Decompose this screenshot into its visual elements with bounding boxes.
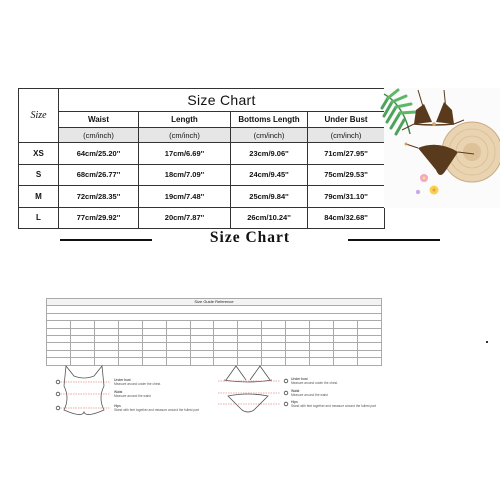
unit-label: (cm/inch) xyxy=(59,128,139,143)
callout-marker xyxy=(284,402,288,406)
unit-label: (cm/inch) xyxy=(231,128,308,143)
reference-cell xyxy=(47,335,71,342)
table-row xyxy=(19,207,385,229)
bikini-top-outline xyxy=(226,366,270,380)
reference-cell xyxy=(166,328,190,335)
reference-cell xyxy=(94,335,118,342)
reference-cell xyxy=(262,335,286,342)
size-chart-heading-text: Size Chart xyxy=(209,229,291,246)
palm-leaf xyxy=(382,90,416,134)
reference-cell xyxy=(118,328,142,335)
reference-cell xyxy=(70,328,94,335)
table-cell: 84cm/32.68'' xyxy=(308,207,385,229)
reference-cell xyxy=(142,343,166,350)
size-label: S xyxy=(19,164,59,186)
callout-title: Hips xyxy=(291,400,298,404)
unit-label: (cm/inch) xyxy=(139,128,231,143)
reference-cell xyxy=(334,328,358,335)
reference-note-line xyxy=(47,306,382,313)
reference-cell xyxy=(190,321,214,328)
reference-cell xyxy=(357,343,381,350)
reference-cell xyxy=(357,350,381,357)
reference-cell xyxy=(357,335,381,342)
unit-label: (cm/inch) xyxy=(308,128,385,143)
table-cell: 25cm/9.84'' xyxy=(231,186,308,208)
callout-text: Measure around under the chest. xyxy=(291,381,338,385)
reference-cell xyxy=(310,335,334,342)
reference-cell xyxy=(142,328,166,335)
callout-text: Measure around the waist xyxy=(291,393,328,397)
column-header-under-bust: Under Bust xyxy=(308,112,385,128)
reference-cell xyxy=(70,335,94,342)
reference-cell xyxy=(142,335,166,342)
callout-marker xyxy=(56,392,60,396)
reference-cell xyxy=(286,328,310,335)
size-chart-heading xyxy=(60,228,440,252)
bikini-bottom-outline xyxy=(228,394,268,412)
column-header-length: Length xyxy=(139,112,231,128)
table-cell: 71cm/27.95'' xyxy=(308,143,385,165)
reference-cell xyxy=(190,335,214,342)
table-cell: 75cm/29.53'' xyxy=(308,164,385,186)
reference-cell xyxy=(94,343,118,350)
column-header-waist: Waist xyxy=(59,112,139,128)
bikini-diagram xyxy=(216,362,376,420)
table-cell: 79cm/31.10'' xyxy=(308,186,385,208)
reference-cell xyxy=(214,335,238,342)
callout-title: Waist xyxy=(291,389,300,393)
column-header-bottoms-length: Bottoms Length xyxy=(231,112,308,128)
reference-cell xyxy=(94,350,118,357)
table-cell: 23cm/9.06'' xyxy=(231,143,308,165)
size-chart-title: Size Chart xyxy=(59,89,385,112)
size-guide-reference xyxy=(46,298,382,360)
reference-cell xyxy=(142,321,166,328)
reference-cell xyxy=(238,335,262,342)
reference-cell xyxy=(310,343,334,350)
reference-cell xyxy=(214,321,238,328)
reference-cell xyxy=(47,328,71,335)
table-row xyxy=(19,186,385,208)
reference-cell xyxy=(70,350,94,357)
reference-cell xyxy=(70,343,94,350)
reference-cell xyxy=(357,328,381,335)
reference-cell xyxy=(238,343,262,350)
callout-marker xyxy=(284,379,288,383)
table-cell: 24cm/9.45'' xyxy=(231,164,308,186)
reference-cell xyxy=(214,343,238,350)
reference-cell xyxy=(310,328,334,335)
table-cell: 72cm/28.35'' xyxy=(59,186,139,208)
reference-cell xyxy=(94,328,118,335)
bikini-product-illustration xyxy=(384,88,500,208)
callout-text: Measure around the waist xyxy=(114,394,151,398)
reference-cell xyxy=(47,321,71,328)
reference-cell xyxy=(118,321,142,328)
reference-cell xyxy=(190,350,214,357)
callout-title: Under bust xyxy=(291,377,308,381)
reference-cell xyxy=(238,350,262,357)
callout-marker xyxy=(56,406,60,410)
heading-divider-right xyxy=(348,239,440,241)
reference-cell xyxy=(238,321,262,328)
table-row xyxy=(19,143,385,165)
bikini-top xyxy=(402,90,464,130)
reference-cell xyxy=(118,335,142,342)
reference-cell xyxy=(166,350,190,357)
reference-cell xyxy=(190,343,214,350)
page-marker xyxy=(486,341,488,343)
reference-cell xyxy=(334,343,358,350)
size-label: XS xyxy=(19,143,59,165)
reference-cell xyxy=(118,343,142,350)
reference-cell xyxy=(286,343,310,350)
reference-cell xyxy=(286,321,310,328)
table-cell: 64cm/25.20'' xyxy=(59,143,139,165)
one-piece-outline xyxy=(64,366,104,415)
size-chart-table xyxy=(18,88,385,229)
reference-cell xyxy=(334,321,358,328)
reference-cell xyxy=(262,321,286,328)
size-column-header: Size xyxy=(19,89,59,143)
table-cell: 26cm/10.24'' xyxy=(231,207,308,229)
callout-marker xyxy=(284,391,288,395)
callout-text: Stand with feet together and measure around the fullest part xyxy=(114,408,199,412)
callout-title: Waist xyxy=(114,390,123,394)
table-row xyxy=(19,164,385,186)
reference-cell xyxy=(47,350,71,357)
reference-cell xyxy=(334,335,358,342)
reference-cell xyxy=(166,335,190,342)
one-piece-diagram xyxy=(54,362,199,422)
table-cell: 17cm/6.69'' xyxy=(139,143,231,165)
reference-note-line xyxy=(47,313,382,320)
reference-cell xyxy=(238,328,262,335)
callout-text: Stand with feet together and measure around the fullest part xyxy=(291,404,376,408)
flower-decoration xyxy=(416,174,439,195)
table-cell: 68cm/26.77'' xyxy=(59,164,139,186)
callout-title: Under bust xyxy=(114,378,131,382)
swimsuit-measure-diagram-left xyxy=(54,362,199,422)
reference-cell xyxy=(262,343,286,350)
reference-cell xyxy=(142,350,166,357)
reference-cell xyxy=(47,343,71,350)
reference-cell xyxy=(214,328,238,335)
reference-cell xyxy=(286,350,310,357)
reference-title: Size Guide Reference xyxy=(47,299,382,306)
reference-cell xyxy=(286,335,310,342)
reference-cell xyxy=(262,350,286,357)
reference-cell xyxy=(166,321,190,328)
callout-text: Measure around under the chest. xyxy=(114,382,161,386)
reference-cell xyxy=(357,321,381,328)
reference-cell xyxy=(214,350,238,357)
reference-cell xyxy=(262,328,286,335)
reference-cell xyxy=(190,328,214,335)
callout-title: Hips xyxy=(114,404,121,408)
swimsuit-measure-diagram-right xyxy=(216,362,376,420)
reference-cell xyxy=(70,321,94,328)
size-guide-reference-table xyxy=(46,298,382,366)
table-cell: 77cm/29.92'' xyxy=(59,207,139,229)
reference-cell xyxy=(166,343,190,350)
table-cell: 19cm/7.48'' xyxy=(139,186,231,208)
reference-cell xyxy=(94,321,118,328)
table-cell: 18cm/7.09'' xyxy=(139,164,231,186)
callout-marker xyxy=(56,380,60,384)
reference-cell xyxy=(310,321,334,328)
product-photo xyxy=(384,88,500,208)
reference-cell xyxy=(334,350,358,357)
size-label: M xyxy=(19,186,59,208)
size-label: L xyxy=(19,207,59,229)
reference-cell xyxy=(118,350,142,357)
reference-cell xyxy=(310,350,334,357)
table-cell: 20cm/7.87'' xyxy=(139,207,231,229)
